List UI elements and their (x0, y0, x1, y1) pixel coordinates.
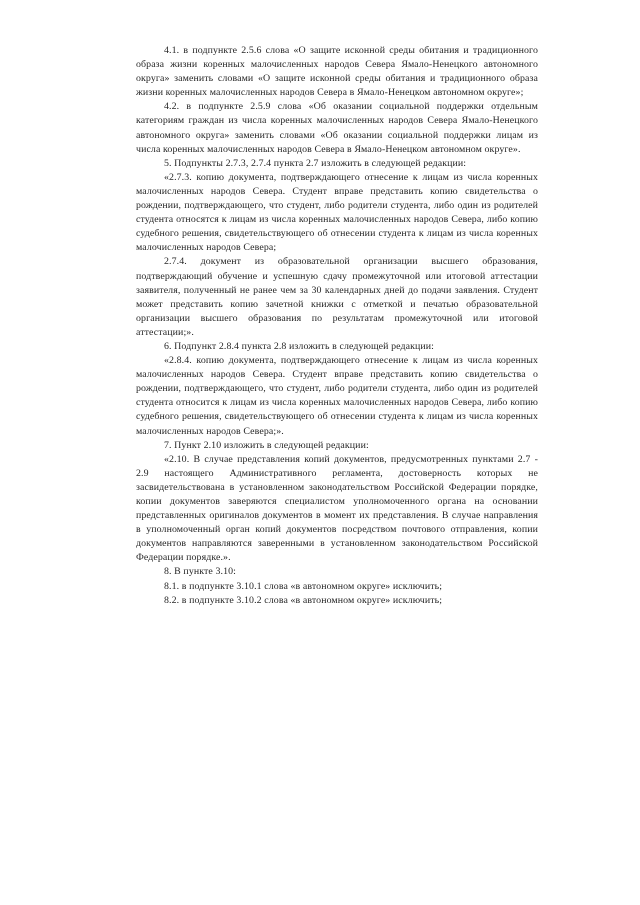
paragraph-2-10: «2.10. В случае представления копий документов, предусмотренных пунктами 2.7 - 2.9 настоящего Административного регламента, достоверность которых не засвидетельствована в установленном законодательством Российской Федерации порядке, копии документов заверяются специалистом уполномоченного органа на основании представленных оригиналов документов в момент их представления. В случае направления в уполномоченный орган копий документов посредством почтового отправления, копии документов направляются заверенными в установленном законодательством Российской Федерации порядке.». (136, 453, 538, 564)
paragraph-8-2: 8.2. в подпункте 3.10.2 слова «в автономном округе» исключить; (164, 594, 443, 606)
paragraph-7-heading: 7. Пункт 2.10 изложить в следующей редакции: (164, 439, 369, 451)
paragraph-8-heading: 8. В пункте 3.10: (164, 566, 236, 578)
document-body (136, 44, 538, 608)
paragraph-2-7-4: 2.7.4. документ из образовательной организации высшего образования, подтверждающий обучение и успешную сдачу промежуточной или итоговой аттестации заявителя, полученный не ранее чем за 30 календарных дней до подачи заявления. Студент может представить копию зачетной книжки с отметкой и печатью образовательной организации высшего образования по результатам промежуточной или итоговой аттестации;». (136, 256, 538, 338)
paragraph-5-heading: 5. Подпункты 2.7.3, 2.7.4 пункта 2.7 изложить в следующей редакции: (164, 157, 467, 169)
paragraph-2-8-4: «2.8.4. копию документа, подтверждающего отнесение к лицам из числа коренных малочисленных народов Севера. Студент вправе представить копию свидетельства о рождении, подтверждающего, что студент, либо родители студента, либо один из родителей студента относится к лицам из числа коренных малочисленных народов Севера, либо копию судебного решения, свидетельствующего об отнесении студента к лицам из числа коренных малочисленных народов Севера;». (136, 355, 538, 437)
paragraph-6-heading: 6. Подпункт 2.8.4 пункта 2.8 изложить в следующей редакции: (164, 340, 435, 352)
paragraph-8-1: 8.1. в подпункте 3.10.1 слова «в автономном округе» исключить; (164, 580, 443, 592)
paragraph-4-1: 4.1. в подпункте 2.5.6 слова «О защите исконной среды обитания и традиционного образа жизни коренных малочисленных народов Севера Ямало-Ненецкого автономного округа» заменить словами «О защите исконной среды обитания и традиционного образа жизни коренных малочисленных народов Севера в Ямало-Ненецком автономном округе»; (136, 45, 538, 99)
paragraph-4-2: 4.2. в подпункте 2.5.9 слова «Об оказании социальной поддержки отдельным категориям граждан из числа коренных малочисленных народов Севера Ямало-Ненецкого автономного округа» заменить словами «Об оказании социальной поддержки лицам из числа коренных малочисленных народов Севера в Ямало-Ненецком автономном округе». (136, 101, 538, 155)
paragraph-2-7-3: «2.7.3. копию документа, подтверждающего отнесение к лицам из числа коренных малочисленных народов Севера. Студент вправе представить копию свидетельства о рождении, подтверждающего, что студент, либо родители студента, либо один из родителей студента относятся к лицам из числа коренных малочисленных народов Севера, либо копию судебного решения, свидетельствующего об отнесении студента к лицам из числа коренных малочисленных народов Севера; (136, 171, 538, 254)
